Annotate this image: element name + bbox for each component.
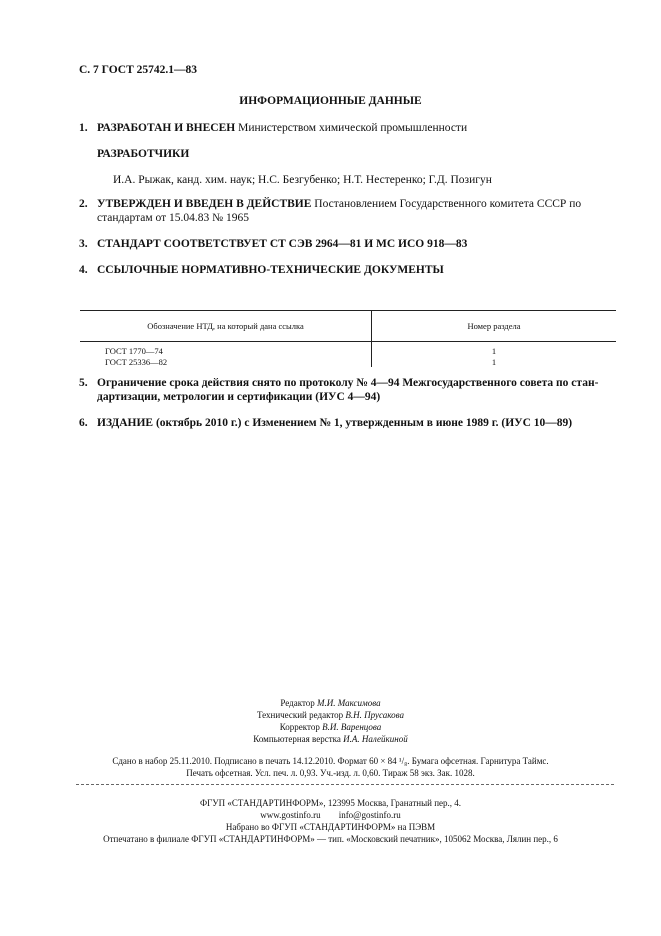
section-1-number: 1. (79, 122, 88, 134)
section-2-text: Постановлением Государственного комитета СССР по (314, 198, 582, 210)
publisher-address: ФГУП «СТАНДАРТИНФОРМ», 123995 Москва, Гранатный пер., 4. (199, 798, 462, 808)
section-6-heading: ИЗДАНИЕ (97, 417, 154, 429)
section-3-text: СТАНДАРТ СООТВЕТСТВУЕТ СТ СЭВ 2964—81 И МС ИСО 918—83 (97, 238, 468, 250)
section-2-heading: УТВЕРЖДЕН И ВВЕДЕН В ДЕЙСТВИЕ (97, 198, 312, 210)
layout-name: И.А. Налейкиной (343, 734, 408, 744)
ntd-table (80, 310, 616, 367)
section-4 (79, 264, 444, 276)
section-5-line1: Ограничение срока действия снято по протоколу № 4—94 Межгосударственного совета по стан- (97, 377, 599, 389)
section-6-text: (октябрь 2010 г.) с Изменением № 1, утвержденным в июне 1989 г. (ИУС 10—89) (155, 417, 573, 429)
table-header-row (80, 311, 616, 342)
section-2-line2: стандартам от 15.04.83 № 1965 (97, 212, 249, 224)
imprint-corrector (0, 722, 661, 732)
section-2-number: 2. (79, 198, 88, 210)
divider (76, 784, 614, 785)
editor-label: Редактор (280, 698, 315, 708)
section-6 (79, 417, 572, 429)
page-label: С. 7 ГОСТ 25742.1—83 (79, 64, 198, 76)
tech-editor-name: В.Н. Прусакова (345, 710, 405, 720)
print-details-line1: Сдано в набор 25.11.2010. Подписано в печать 14.12.2010. Формат 60 × 84 ¹/₈. Бумага офсетная. Гарнитура Таймс. (112, 756, 549, 766)
section-1-text: Министерством химической промышленности (238, 122, 468, 134)
corrector-label: Корректор (279, 722, 320, 732)
table-cell-section: 1 (491, 345, 497, 356)
section-2 (79, 198, 581, 210)
tech-editor-label: Технический редактор (256, 710, 344, 720)
section-4-text: ССЫЛОЧНЫЕ НОРМАТИВНО-ТЕХНИЧЕСКИЕ ДОКУМЕНТЫ (97, 264, 444, 276)
section-5-line2: дартизации, метрологии и сертификации (ИУС 4—94) (97, 391, 381, 403)
table-row (80, 342, 616, 357)
publisher-email[interactable]: info@gostinfo.ru (338, 810, 401, 820)
corrector-name: В.И. Варенцова (322, 722, 382, 732)
developers-list: И.А. Рыжак, канд. хим. наук; Н.С. Безгубенко; Н.Т. Нестеренко; Г.Д. Позигун (113, 174, 492, 186)
section-3 (79, 238, 467, 250)
section-3-number: 3. (79, 238, 88, 250)
printed-info: Отпечатано в филиале ФГУП «СТАНДАРТИНФОРМ» — тип. «Московский печатник», 105062 Москва, Лялин пер., 6 (103, 834, 558, 844)
editor-name: М.И. Максимова (317, 698, 381, 708)
table-cell-section: 1 (491, 356, 497, 367)
print-details-line2: Печать офсетная. Усл. печ. л. 0,93. Уч.-изд. л. 0,60. Тираж 58 экз. Зак. 1028. (186, 768, 475, 778)
table-cell-doc: ГОСТ 1770—74 (80, 342, 372, 357)
publisher-website[interactable]: www.gostinfo.ru (260, 810, 321, 820)
section-4-number: 4. (79, 264, 88, 276)
developers-label: РАЗРАБОТЧИКИ (97, 148, 190, 160)
imprint-layout (0, 734, 661, 744)
section-5-number: 5. (79, 377, 88, 389)
imprint-tech-editor (0, 710, 661, 720)
table-header-doc: Обозначение НТД, на который дана ссылка (80, 311, 372, 342)
table-header-section: Номер раздела (372, 311, 617, 342)
section-1-heading: РАЗРАБОТАН И ВНЕСЕН (97, 122, 236, 134)
section-1 (79, 122, 467, 134)
section-5 (79, 377, 598, 389)
table-row (80, 356, 616, 367)
publisher-contacts (0, 810, 661, 820)
table-cell-doc: ГОСТ 25336—82 (80, 356, 372, 367)
page-title: ИНФОРМАЦИОННЫЕ ДАННЫЕ (239, 95, 422, 107)
imprint-editor (0, 698, 661, 708)
typeset-info: Набрано во ФГУП «СТАНДАРТИНФОРМ» на ПЭВМ (225, 822, 436, 832)
section-6-number: 6. (79, 417, 88, 429)
layout-label: Компьютерная верстка (253, 734, 341, 744)
